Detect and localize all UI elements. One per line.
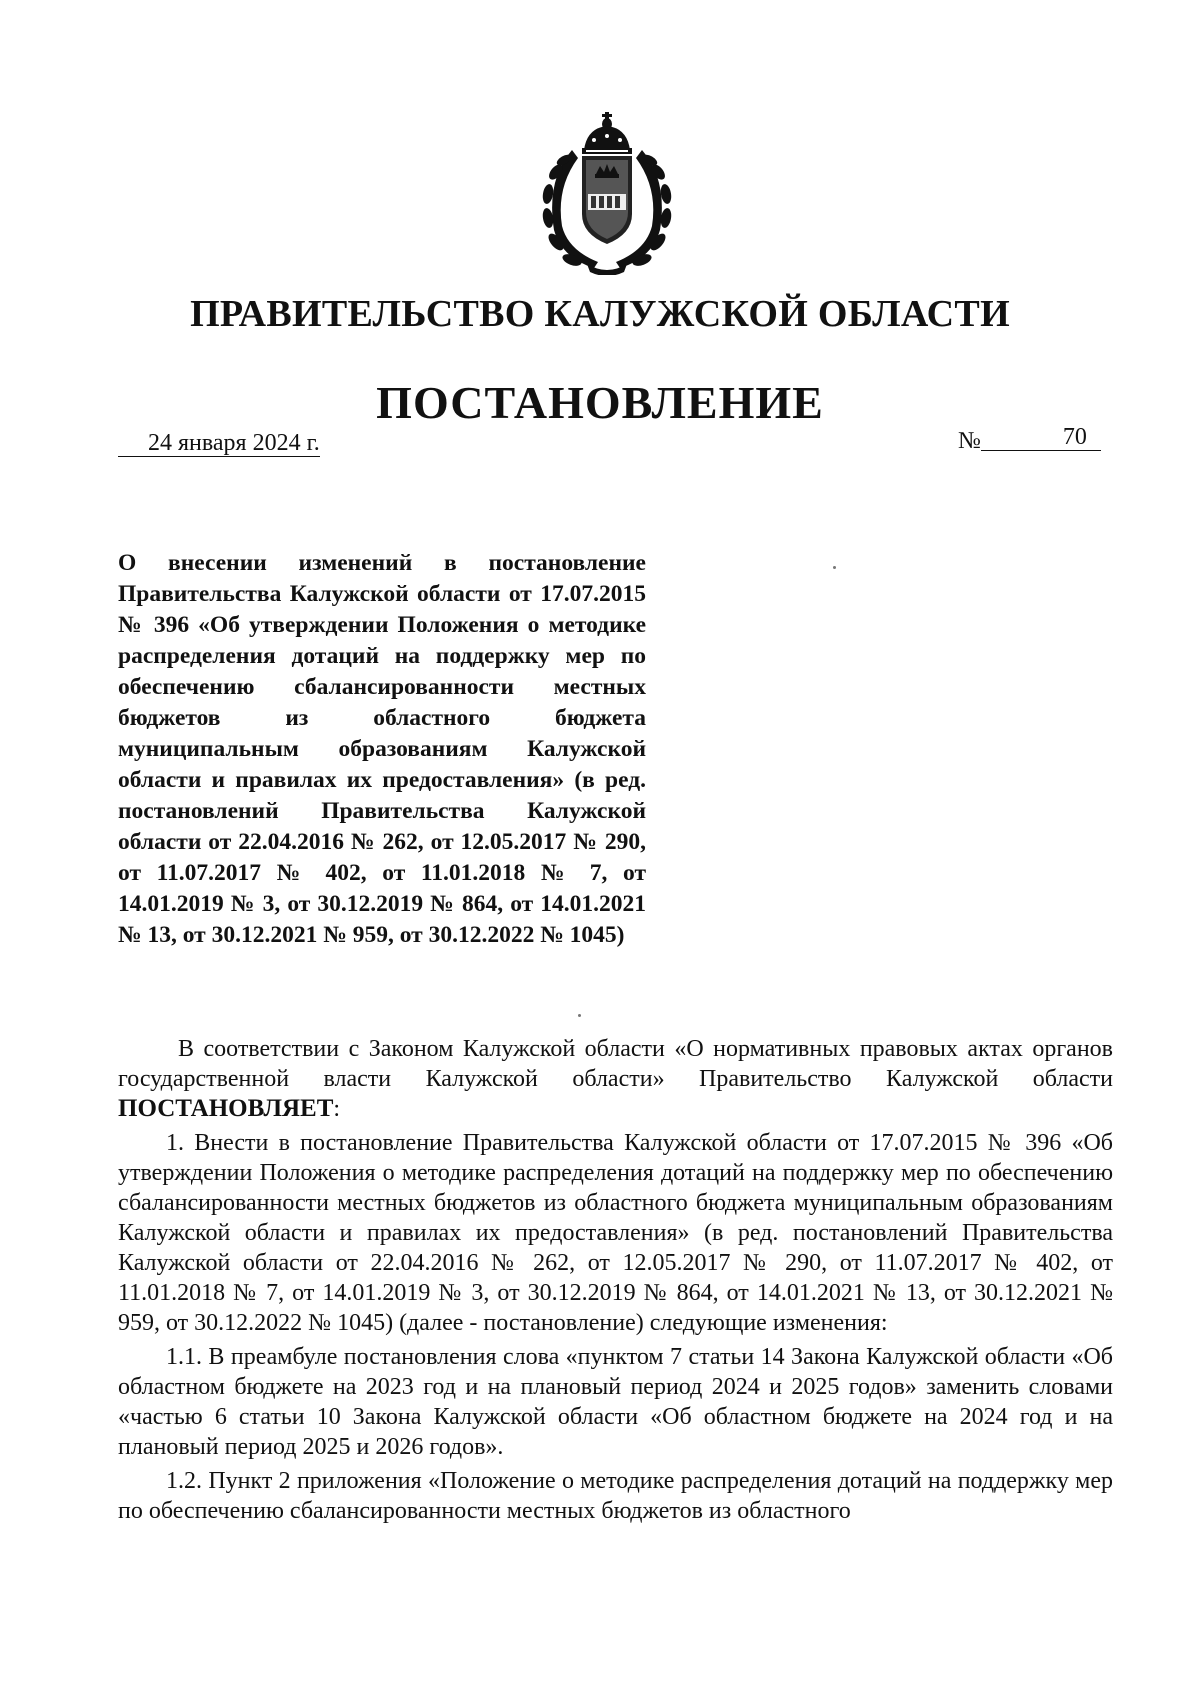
clause-1-1: 1.1. В преамбуле постановления слова «пунктом 7 статьи 14 Закона Калужской области «Об областном бюджете на 2023 год и на плановый период 2024 и 2025 годов» заменить словами «частью 6 статьи 10 Закона Калужской области «Об областном бюджете на 2024 год и на плановый период 2025 и 2026 годов». xyxy=(118,1344,1113,1460)
document-number: 70 xyxy=(981,424,1101,451)
scan-speck xyxy=(833,566,836,569)
document-body xyxy=(118,1034,1113,1526)
document-type-heading: ПОСТАНОВЛЕНИЕ xyxy=(376,377,824,428)
document-number-field xyxy=(958,425,1101,457)
issuing-authority: ПРАВИТЕЛЬСТВО КАЛУЖСКОЙ ОБЛАСТИ xyxy=(190,293,1010,335)
decree-word: ПОСТАНОВЛЯЕТ xyxy=(118,1095,334,1122)
preamble-paragraph xyxy=(118,1034,1113,1124)
preamble-text: В соответствии с Законом Калужской области «О нормативных правовых актах органов государственной власти Калужской области» Правительство Калужской области xyxy=(118,1036,1113,1092)
document-date: 24 января 2024 г. xyxy=(118,430,320,457)
kaluga-oblast-coat-of-arms-icon xyxy=(532,110,682,275)
document-date-field xyxy=(118,430,320,457)
decree-colon: : xyxy=(333,1096,341,1122)
clause-1-2: 1.2. Пункт 2 приложения «Положение о методике распределения дотаций на поддержку мер по обеспечению сбалансированности местных бюджетов из областного xyxy=(118,1468,1113,1524)
scan-speck xyxy=(578,1014,581,1017)
number-sign-label: № xyxy=(958,428,981,454)
document-title: О внесении изменений в постановление Правительства Калужской области от 17.07.2015 № 396 «Об утверждении Положения о методике распределения дотаций на поддержку мер по обеспечению сбалансированности местных бюджетов из областного бюджета муниципальным образованиям Калужской области и правилах их предоставления» (в ред. постановлений Правительства Калужской области от 22.04.2016 № 262, от 12.05.2017 № 290, от 11.07.2017 № 402, от 11.01.2018 № 7, от 14.01.2019 № 3, от 30.12.2019 № 864, от 14.01.2021 № 13, от 30.12.2021 № 959, от 30.12.2022 № 1045) xyxy=(118,550,646,948)
clause-1: 1. Внести в постановление Правительства Калужской области от 17.07.2015 № 396 «Об утверждении Положения о методике распределения дотаций на поддержку мер по обеспечению сбалансированности местных бюджетов из областного бюджета муниципальным образованиям Калужской области и правилах их предоставления» (в ред. постановлений Правительства Калужской области от 22.04.2016 № 262, от 12.05.2017 № 290, от 11.07.2017 № 402, от 11.01.2018 № 7, от 14.01.2019 № 3, от 30.12.2019 № 864, от 14.01.2021 № 13, от 30.12.2021 № 959, от 30.12.2022 № 1045) (далее - постановление) следующие изменения: xyxy=(118,1130,1113,1336)
